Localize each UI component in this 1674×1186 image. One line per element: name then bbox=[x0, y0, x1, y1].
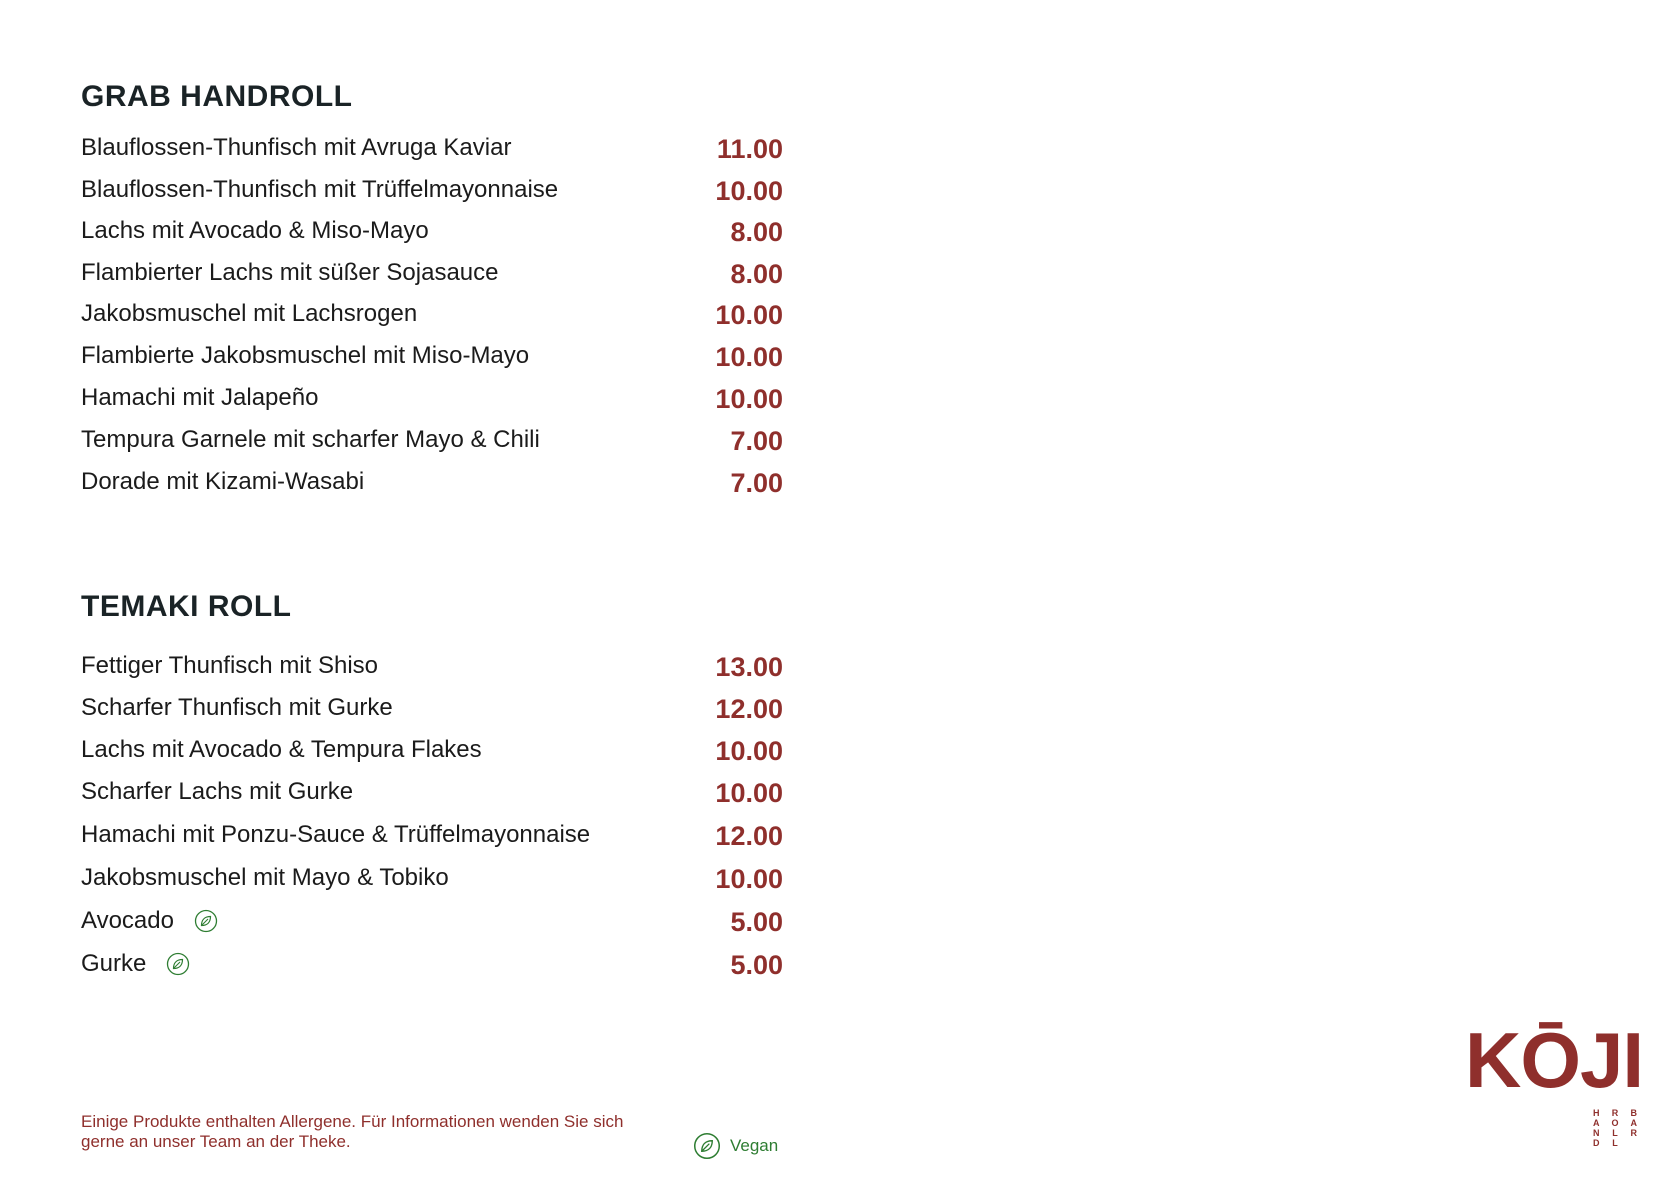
menu-item bbox=[81, 732, 783, 772]
item-name-wrapper bbox=[81, 907, 218, 935]
leaf-icon bbox=[166, 952, 190, 976]
menu-item bbox=[81, 296, 783, 336]
item-price: 12.00 bbox=[715, 821, 783, 851]
leaf-icon bbox=[194, 909, 218, 933]
item-name: Lachs mit Avocado & Miso-Mayo bbox=[81, 217, 429, 244]
menu-item-vegan bbox=[81, 903, 783, 943]
menu-item bbox=[81, 213, 783, 253]
item-name: Hamachi mit Jalapeño bbox=[81, 384, 319, 411]
logo-letter: A bbox=[1630, 1118, 1638, 1128]
menu-item bbox=[81, 464, 783, 504]
item-name: Jakobsmuschel mit Mayo & Tobiko bbox=[81, 864, 449, 891]
logo-subtitle bbox=[1593, 1108, 1637, 1148]
menu-item bbox=[81, 172, 783, 212]
item-price: 8.00 bbox=[730, 259, 783, 289]
item-price: 10.00 bbox=[715, 176, 783, 206]
item-name: Flambierter Lachs mit süßer Sojasauce bbox=[81, 259, 499, 286]
leaf-icon bbox=[693, 1132, 721, 1160]
item-price: 7.00 bbox=[730, 468, 783, 498]
menu-item-vegan bbox=[81, 946, 783, 986]
item-price: 7.00 bbox=[730, 426, 783, 456]
item-name: Blauflossen-Thunfisch mit Trüffelmayonnaise bbox=[81, 176, 559, 203]
item-name: Hamachi mit Ponzu-Sauce & Trüffelmayonnaise bbox=[81, 821, 591, 848]
item-name: Flambierte Jakobsmuschel mit Miso-Mayo bbox=[81, 342, 530, 369]
menu-item bbox=[81, 774, 783, 814]
allergen-note: Einige Produkte enthalten Allergene. Für Informationen wenden Sie sich gerne an unser Team an der Theke. bbox=[81, 1112, 624, 1151]
logo-letter: O bbox=[1611, 1118, 1619, 1128]
item-price: 13.00 bbox=[715, 652, 783, 682]
item-name: Avocado bbox=[81, 907, 174, 934]
menu-item bbox=[81, 690, 783, 730]
item-name: Dorade mit Kizami-Wasabi bbox=[81, 468, 365, 495]
menu-item bbox=[81, 255, 783, 295]
logo-column-bar bbox=[1631, 1108, 1638, 1148]
section-title-grab-handroll: GRAB HANDROLL bbox=[81, 80, 353, 113]
logo-column-hand bbox=[1593, 1108, 1600, 1148]
item-price: 5.00 bbox=[730, 907, 783, 937]
koji-logo bbox=[1465, 1010, 1644, 1150]
menu-item bbox=[81, 860, 783, 900]
item-name: Blauflossen-Thunfisch mit Avruga Kaviar bbox=[81, 134, 512, 161]
menu-item bbox=[81, 338, 783, 378]
logo-letter: H bbox=[1593, 1108, 1600, 1118]
logo-letter: B bbox=[1630, 1108, 1638, 1118]
item-price: 10.00 bbox=[715, 778, 783, 808]
item-price: 10.00 bbox=[715, 384, 783, 414]
item-name: Jakobsmuschel mit Lachsrogen bbox=[81, 300, 418, 327]
menu-item bbox=[81, 130, 783, 170]
item-price: 10.00 bbox=[715, 864, 783, 894]
item-name: Scharfer Lachs mit Gurke bbox=[81, 778, 354, 805]
item-price: 11.00 bbox=[716, 134, 783, 164]
logo-letter: N bbox=[1593, 1128, 1600, 1138]
menu-item bbox=[81, 380, 783, 420]
vegan-legend bbox=[693, 1132, 778, 1160]
item-name: Scharfer Thunfisch mit Gurke bbox=[81, 694, 393, 721]
logo-letter: R bbox=[1611, 1108, 1619, 1118]
logo-letter: A bbox=[1593, 1118, 1600, 1128]
logo-letter: R bbox=[1630, 1128, 1638, 1138]
menu-item bbox=[81, 648, 783, 688]
item-price: 5.00 bbox=[730, 950, 783, 980]
item-price: 12.00 bbox=[715, 694, 783, 724]
item-price: 8.00 bbox=[730, 217, 783, 247]
logo-column-roll bbox=[1612, 1108, 1619, 1148]
item-name: Gurke bbox=[81, 950, 147, 977]
item-name-wrapper bbox=[81, 950, 190, 978]
logo-letter: D bbox=[1593, 1138, 1600, 1148]
logo-wordmark: KŌJI bbox=[1465, 1016, 1644, 1104]
section-title-temaki-roll: TEMAKI ROLL bbox=[81, 590, 292, 623]
logo-letter: L bbox=[1612, 1128, 1618, 1138]
item-price: 10.00 bbox=[715, 736, 783, 766]
menu-item bbox=[81, 422, 783, 462]
item-name: Fettiger Thunfisch mit Shiso bbox=[81, 652, 379, 679]
logo-letter: L bbox=[1612, 1138, 1618, 1148]
item-name: Lachs mit Avocado & Tempura Flakes bbox=[81, 736, 482, 763]
item-name: Tempura Garnele mit scharfer Mayo & Chili bbox=[81, 426, 540, 453]
menu-item bbox=[81, 817, 783, 857]
item-price: 10.00 bbox=[715, 342, 783, 372]
item-price: 10.00 bbox=[715, 300, 783, 330]
vegan-legend-label: Vegan bbox=[730, 1136, 779, 1155]
